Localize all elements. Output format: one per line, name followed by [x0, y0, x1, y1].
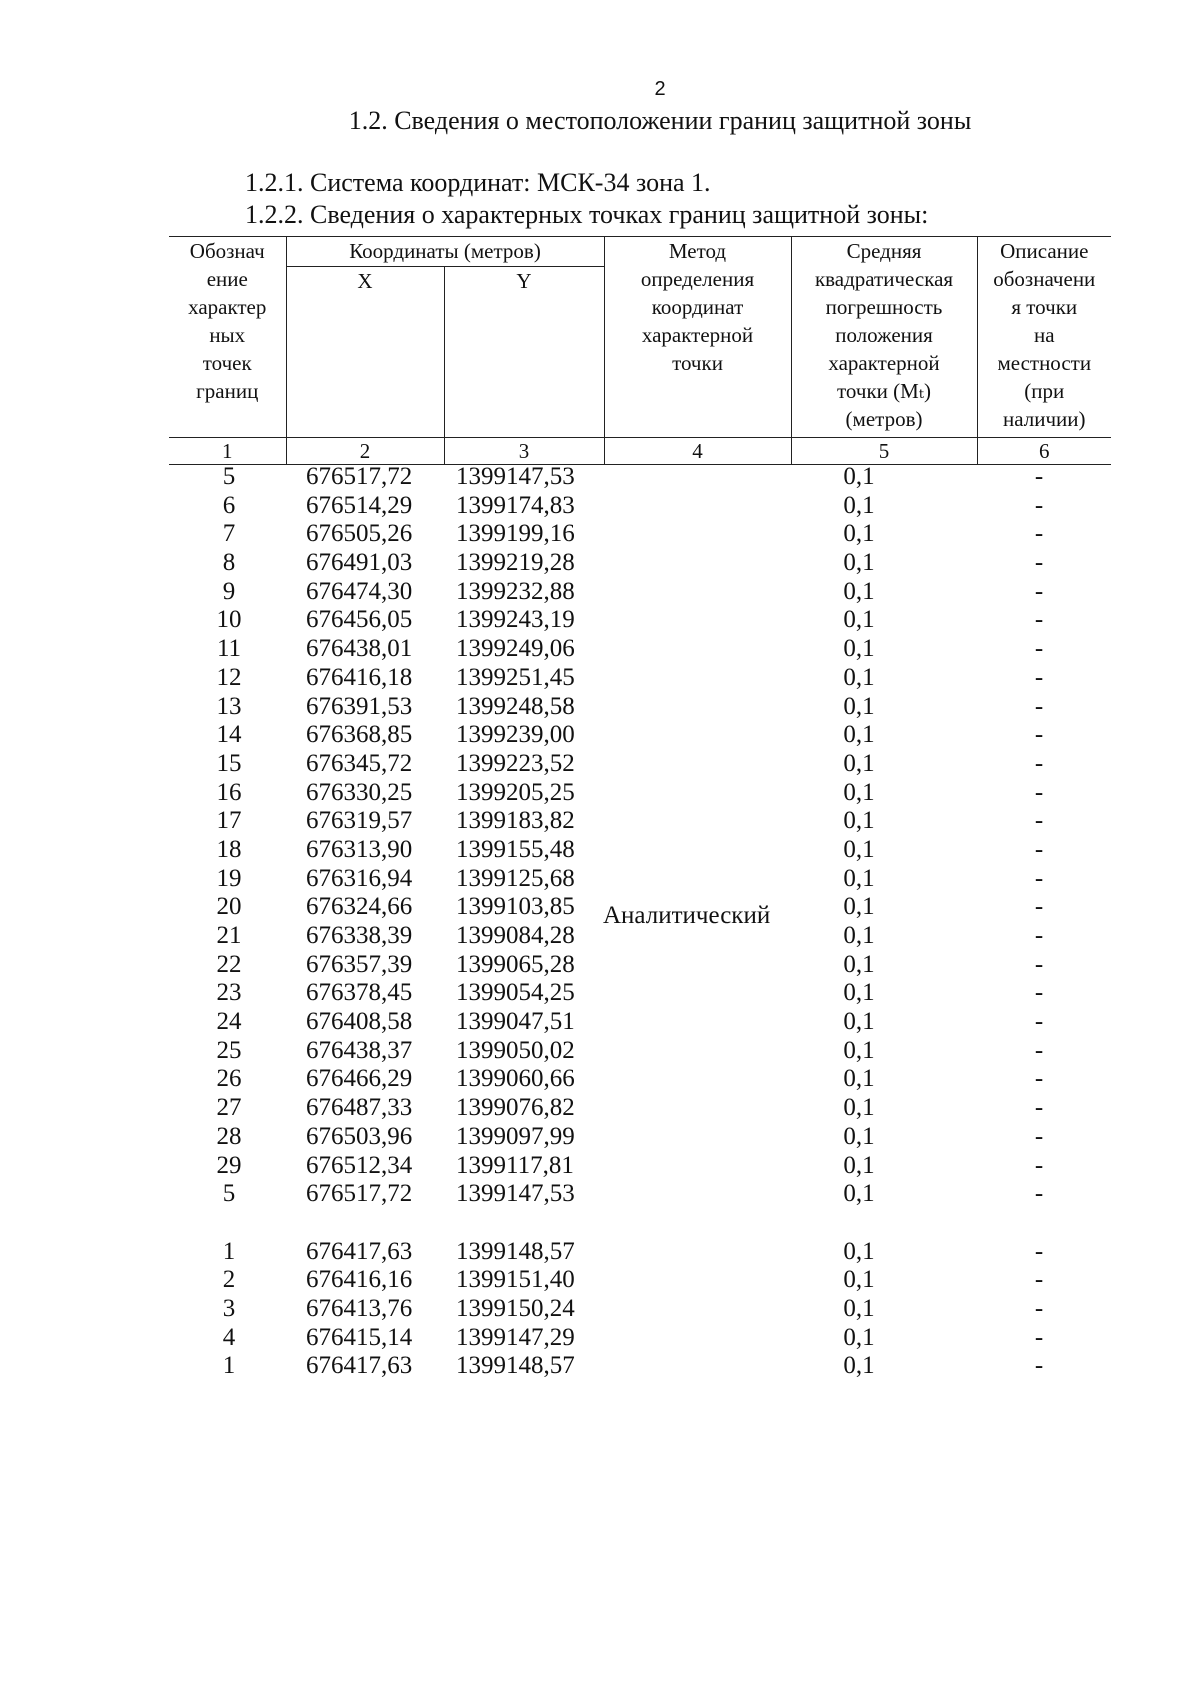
point-designation: 20 [216, 893, 242, 921]
column-number: 5 [791, 438, 977, 465]
point-description: - [1034, 721, 1044, 749]
point-designation: 7 [222, 520, 236, 548]
point-description: - [1034, 635, 1044, 663]
point-designation: 22 [216, 950, 242, 978]
table-row [169, 1152, 1111, 1181]
header-y: Y [444, 267, 604, 438]
mean-square-error: 0,1 [843, 1094, 875, 1122]
coordinate-x: 676416,16 [306, 1266, 413, 1294]
point-description: - [1034, 1352, 1044, 1380]
point-description: - [1034, 979, 1044, 1007]
coordinate-y: 1399148,57 [456, 1237, 575, 1265]
point-description: - [1034, 1323, 1044, 1351]
coordinate-x: 676338,39 [306, 922, 413, 949]
header-description: Описание обозначени я точки на местности (при наличии) [977, 237, 1111, 438]
table-row [169, 1008, 1111, 1037]
mean-square-error: 0,1 [843, 491, 875, 519]
column-number: 4 [604, 438, 791, 465]
section-title: 1.2. Сведения о местоположении границ защитной зоны [348, 106, 972, 135]
point-description: - [1034, 692, 1044, 720]
mean-square-error: 0,1 [843, 807, 875, 835]
mean-square-error: 0,1 [843, 1122, 875, 1150]
point-designation: 13 [216, 692, 242, 720]
mean-square-error: 0,1 [843, 922, 875, 949]
point-designation: 15 [216, 749, 242, 777]
point-description: - [1034, 749, 1044, 777]
coordinate-x: 676491,03 [306, 549, 413, 577]
header-coordinates: Координаты (метров) [286, 237, 604, 267]
point-designation: 18 [216, 835, 242, 863]
mean-square-error: 0,1 [843, 1352, 875, 1380]
coordinate-y: 1399050,02 [456, 1036, 575, 1064]
table-row [169, 463, 1111, 492]
coordinate-y: 1399084,28 [456, 922, 575, 949]
table-row [169, 865, 1111, 894]
point-description: - [1034, 1122, 1044, 1150]
header-method: Метод определения координат характерной точки [604, 237, 791, 438]
point-designation: 2 [222, 1266, 236, 1294]
mean-square-error: 0,1 [843, 893, 875, 921]
point-designation: 9 [222, 577, 236, 605]
point-description: - [1034, 663, 1044, 691]
points-table-header [169, 236, 1111, 465]
point-designation: 21 [216, 922, 242, 949]
coordinate-system-line: 1.2.1. Система координат: МСК-34 зона 1. [245, 168, 711, 197]
mean-square-error: 0,1 [843, 1065, 875, 1093]
coordinate-y: 1399205,25 [456, 778, 575, 806]
point-designation: 12 [216, 663, 242, 691]
coordinate-y: 1399065,28 [456, 950, 575, 978]
coordinate-x: 676324,66 [306, 893, 413, 921]
point-description: - [1034, 606, 1044, 634]
coordinate-x: 676417,63 [306, 1352, 413, 1380]
point-description: - [1034, 520, 1044, 548]
coordinate-y: 1399103,85 [456, 893, 575, 921]
point-designation: 17 [216, 807, 242, 835]
point-description: - [1034, 1151, 1044, 1179]
table-row [169, 979, 1111, 1008]
point-designation: 5 [222, 1180, 236, 1208]
point-description: - [1034, 835, 1044, 863]
table-row [169, 750, 1111, 779]
coordinate-x: 676415,14 [306, 1323, 413, 1351]
mean-square-error: 0,1 [843, 663, 875, 691]
coordinate-x: 676438,01 [306, 635, 413, 663]
column-number: 3 [444, 438, 604, 465]
mean-square-error: 0,1 [843, 520, 875, 548]
header-x: X [286, 267, 444, 438]
coordinate-y: 1399239,00 [456, 721, 575, 749]
coordinate-y: 1399125,68 [456, 864, 575, 892]
point-designation: 25 [216, 1036, 242, 1064]
mean-square-error: 0,1 [843, 950, 875, 978]
point-description: - [1034, 1237, 1044, 1265]
point-designation: 1 [222, 1237, 236, 1265]
coordinate-x: 676330,25 [306, 778, 413, 806]
method-value: Аналитический [603, 902, 771, 929]
coordinate-y: 1399060,66 [456, 1065, 575, 1093]
point-description: - [1034, 864, 1044, 892]
point-designation: 4 [222, 1323, 236, 1351]
coordinate-x: 676391,53 [306, 692, 413, 720]
header-point-designation: Обознач ение характер ных точек границ [169, 237, 286, 438]
point-designation: 27 [216, 1094, 242, 1122]
point-description: - [1034, 463, 1044, 490]
coordinate-x: 676466,29 [306, 1065, 413, 1093]
coordinate-x: 676408,58 [306, 1008, 413, 1036]
coordinate-x: 676517,72 [306, 463, 413, 490]
point-designation: 23 [216, 979, 242, 1007]
column-number: 1 [169, 438, 286, 465]
coordinate-y: 1399054,25 [456, 979, 575, 1007]
coordinate-x: 676487,33 [306, 1094, 413, 1122]
point-description: - [1034, 1008, 1044, 1036]
coordinate-y: 1399151,40 [456, 1266, 575, 1294]
point-description: - [1034, 1094, 1044, 1122]
point-designation: 3 [222, 1294, 236, 1322]
point-designation: 29 [216, 1151, 242, 1179]
table-row [169, 1295, 1111, 1324]
mean-square-error: 0,1 [843, 1237, 875, 1265]
header-mean-square-error: Средняя квадратическая погрешность положения характерной точки (Mₜ) (метров) [791, 237, 977, 438]
coordinate-y: 1399150,24 [456, 1294, 575, 1322]
coordinate-y: 1399155,48 [456, 835, 575, 863]
mean-square-error: 0,1 [843, 1180, 875, 1208]
point-designation: 28 [216, 1122, 242, 1150]
coordinate-x: 676505,26 [306, 520, 413, 548]
table-row [169, 1123, 1111, 1152]
point-designation: 24 [216, 1008, 242, 1036]
point-description: - [1034, 1065, 1044, 1093]
mean-square-error: 0,1 [843, 1266, 875, 1294]
point-designation: 11 [216, 635, 242, 663]
coordinate-x: 676438,37 [306, 1036, 413, 1064]
coordinate-x: 676512,34 [306, 1151, 413, 1179]
mean-square-error: 0,1 [843, 1008, 875, 1036]
point-description: - [1034, 778, 1044, 806]
coordinate-y: 1399232,88 [456, 577, 575, 605]
coordinate-y: 1399117,81 [456, 1151, 574, 1179]
point-description: - [1034, 950, 1044, 978]
mean-square-error: 0,1 [843, 749, 875, 777]
table-row [169, 721, 1111, 750]
coordinate-x: 676316,94 [306, 864, 413, 892]
coordinate-y: 1399249,06 [456, 635, 575, 663]
mean-square-error: 0,1 [843, 463, 875, 490]
point-description: - [1034, 807, 1044, 835]
mean-square-error: 0,1 [843, 606, 875, 634]
coordinate-x: 676514,29 [306, 491, 413, 519]
coordinate-y: 1399251,45 [456, 663, 575, 691]
mean-square-error: 0,1 [843, 979, 875, 1007]
table-row [169, 1094, 1111, 1123]
point-designation: 19 [216, 864, 242, 892]
coordinate-x: 676517,72 [306, 1180, 413, 1208]
table-row [169, 664, 1111, 693]
coordinate-x: 676378,45 [306, 979, 413, 1007]
group-separator [169, 1209, 1111, 1238]
point-designation: 26 [216, 1065, 242, 1093]
table-row [169, 1238, 1111, 1267]
point-description: - [1034, 1036, 1044, 1064]
table-row [169, 779, 1111, 808]
point-designation: 1 [222, 1352, 236, 1380]
coordinate-y: 1399223,52 [456, 749, 575, 777]
coordinate-y: 1399148,57 [456, 1352, 575, 1380]
table-row [169, 520, 1111, 549]
coordinate-y: 1399248,58 [456, 692, 575, 720]
column-number: 6 [977, 438, 1111, 465]
table-row [169, 1065, 1111, 1094]
mean-square-error: 0,1 [843, 1323, 875, 1351]
coordinate-x: 676319,57 [306, 807, 413, 835]
coordinate-x: 676368,85 [306, 721, 413, 749]
table-row [169, 492, 1111, 521]
mean-square-error: 0,1 [843, 721, 875, 749]
coordinate-y: 1399174,83 [456, 491, 575, 519]
coordinate-y: 1399199,16 [456, 520, 575, 548]
table-row [169, 836, 1111, 865]
coordinate-y: 1399047,51 [456, 1008, 575, 1036]
point-description: - [1034, 1180, 1044, 1208]
table-row [169, 578, 1111, 607]
mean-square-error: 0,1 [843, 864, 875, 892]
mean-square-error: 0,1 [843, 1294, 875, 1322]
coordinate-y: 1399097,99 [456, 1122, 575, 1150]
coordinate-y: 1399147,53 [456, 463, 575, 490]
point-description: - [1034, 1294, 1044, 1322]
point-description: - [1034, 893, 1044, 921]
coordinate-x: 676413,76 [306, 1294, 413, 1322]
coordinate-x: 676313,90 [306, 835, 413, 863]
table-row [169, 951, 1111, 980]
point-description: - [1034, 491, 1044, 519]
coordinate-x: 676416,18 [306, 663, 413, 691]
point-description: - [1034, 1266, 1044, 1294]
table-row [169, 606, 1111, 635]
column-number: 2 [286, 438, 444, 465]
point-description: - [1034, 549, 1044, 577]
mean-square-error: 0,1 [843, 1036, 875, 1064]
point-designation: 8 [222, 549, 236, 577]
table-row [169, 1352, 1111, 1381]
point-designation: 14 [216, 721, 242, 749]
coordinate-x: 676357,39 [306, 950, 413, 978]
table-row [169, 1266, 1111, 1295]
point-description: - [1034, 577, 1044, 605]
point-designation: 5 [222, 463, 236, 490]
mean-square-error: 0,1 [843, 835, 875, 863]
coordinate-x: 676456,05 [306, 606, 413, 634]
coordinate-y: 1399147,29 [456, 1323, 575, 1351]
point-designation: 16 [216, 778, 242, 806]
table-row [169, 807, 1111, 836]
coordinate-x: 676417,63 [306, 1237, 413, 1265]
coordinate-x: 676474,30 [306, 577, 413, 605]
table-row [169, 1180, 1111, 1209]
table-row [169, 1324, 1111, 1353]
coordinate-y: 1399076,82 [456, 1094, 575, 1122]
coordinate-y: 1399243,19 [456, 606, 575, 634]
mean-square-error: 0,1 [843, 635, 875, 663]
table-row [169, 693, 1111, 722]
mean-square-error: 0,1 [843, 778, 875, 806]
coordinate-y: 1399147,53 [456, 1180, 575, 1208]
coordinate-y: 1399183,82 [456, 807, 575, 835]
coordinate-y: 1399219,28 [456, 549, 575, 577]
mean-square-error: 0,1 [843, 1151, 875, 1179]
table-row [169, 549, 1111, 578]
mean-square-error: 0,1 [843, 577, 875, 605]
table-row [169, 635, 1111, 664]
point-designation: 10 [216, 606, 242, 634]
page-number: 2 [654, 78, 666, 100]
mean-square-error: 0,1 [843, 549, 875, 577]
point-designation: 6 [222, 491, 236, 519]
points-heading: 1.2.2. Сведения о характерных точках границ защитной зоны: [245, 200, 929, 229]
point-description: - [1034, 922, 1044, 949]
mean-square-error: 0,1 [843, 692, 875, 720]
coordinate-x: 676503,96 [306, 1122, 413, 1150]
coordinate-x: 676345,72 [306, 749, 413, 777]
table-row [169, 1037, 1111, 1066]
